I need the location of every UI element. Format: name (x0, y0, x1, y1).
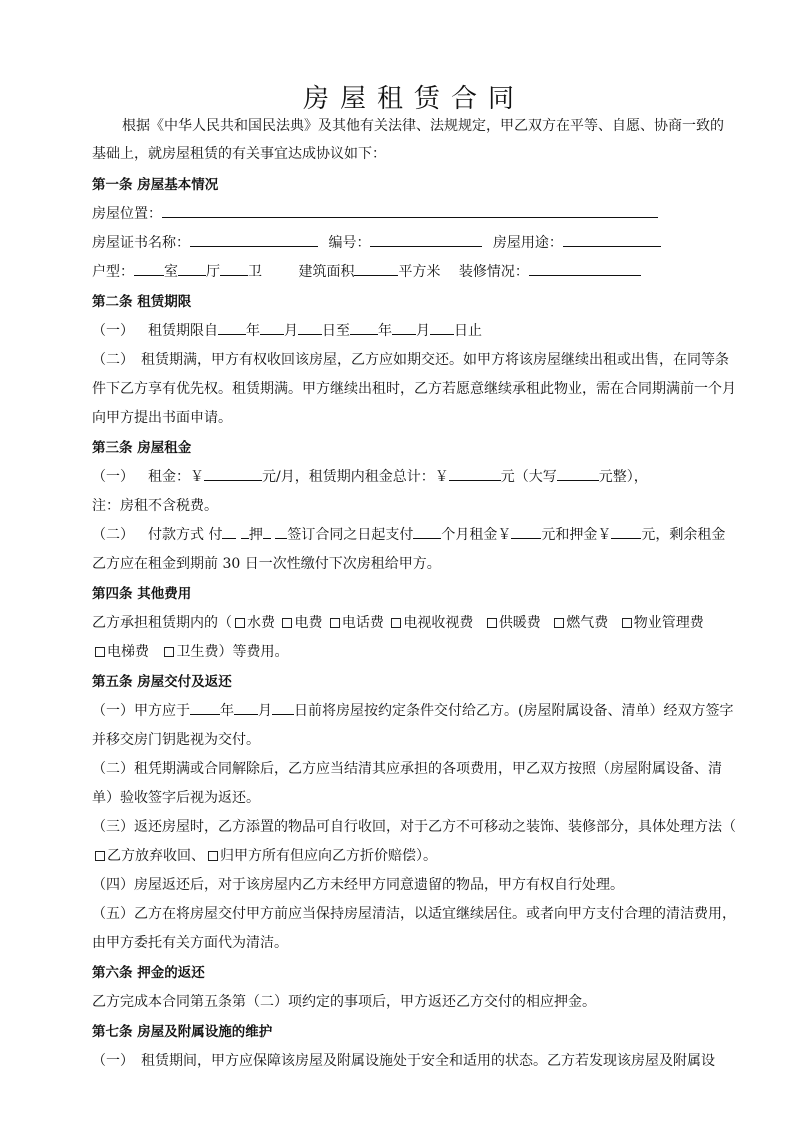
article-4-title: 第四条 其他费用 (92, 586, 192, 602)
location-label: 房屋位置： (92, 206, 162, 222)
pay-deposit-label: 元和押金￥ (541, 527, 612, 543)
article-7-title: 第七条 房屋及附属设施的维护 (92, 1024, 273, 1040)
day-to-label: 日至 (322, 323, 350, 339)
end-year-blank[interactable] (350, 320, 378, 335)
handover-para-3 (92, 813, 736, 871)
handover-year-blank[interactable] (190, 700, 220, 715)
day-end-label: 日止 (454, 323, 482, 339)
hall-blank[interactable] (178, 261, 206, 276)
month-label: 月 (258, 703, 272, 719)
start-day-blank[interactable] (298, 320, 322, 335)
fee-label: 电梯费 (107, 644, 149, 660)
maintenance-para-1: （一） 租赁期间，甲方应保障该房屋及附属设施处于安全和适用的状态。乙方若发现该房屋及附属设 (92, 1053, 715, 1069)
month-label: 月 (284, 323, 298, 339)
year-label: 年 (246, 323, 260, 339)
option-compensate: 归甲方所有但应向乙方折价赔偿 (220, 848, 416, 864)
handover-p3-lead: （三）返还房屋时，乙方添置的物品可自行收回，对于乙方不可移动之装饰、装修部分，具体处理方法（ (92, 819, 736, 835)
term-start-label: 租赁期限自 (148, 323, 218, 339)
article-2-title: 第二条 租赁期限 (92, 294, 192, 310)
year-label: 年 (378, 323, 392, 339)
rent-total-blank[interactable] (449, 466, 501, 481)
yuan-caps-label: 元（大写 (500, 469, 557, 485)
rent-line (92, 463, 736, 492)
room-label: 室 (164, 264, 178, 280)
area-blank[interactable] (354, 261, 398, 276)
checkbox-icon[interactable] (95, 851, 105, 861)
intro-paragraph: 根据《中华人民共和国民法典》及其他有关法律、法规规定，甲乙双方在平等、自愿、协商一致的基础上，就房屋租赁的有关事宜达成协议如下： (92, 118, 724, 162)
pay-rent-label: 个月租金￥ (441, 527, 512, 543)
rent-caps-blank[interactable] (557, 466, 599, 481)
fees-lead: 乙方承担租赁期内的（ (92, 615, 232, 631)
pay-rent-blank[interactable] (511, 524, 541, 539)
handover-lead: （一）甲方应于 (92, 703, 190, 719)
fees-para (92, 609, 736, 667)
year-label: 年 (220, 703, 234, 719)
rent-blank[interactable] (204, 466, 262, 481)
pay-months-blank[interactable] (222, 524, 236, 539)
fee-label: 燃气费 (566, 615, 609, 631)
hall-label: 厅 (206, 264, 220, 280)
handover-para-1 (92, 697, 736, 755)
type-label: 户型： (92, 264, 134, 280)
term-para-2: （二） 租赁期满，甲方有权收回该房屋，乙方应如期交还。如甲方将该房屋继续出租或出售，在同等条件下乙方享有优先权。租赁期满。甲方继续出租时，乙方若愿意继续承租此物业，需在合同期满前一个月向甲方提出书面申请。 (92, 352, 736, 426)
end-day-blank[interactable] (430, 320, 454, 335)
cert-blank[interactable] (190, 232, 318, 247)
checkbox-icon[interactable] (622, 618, 632, 628)
article-5-title: 第五条 房屋交付及返还 (92, 674, 232, 690)
fees-tail: ）等费用。 (218, 644, 289, 660)
article-6-title: 第六条 押金的返还 (92, 965, 205, 981)
handover-month-blank[interactable] (234, 700, 258, 715)
fee-label: 电话费 (341, 615, 384, 631)
extra-blank[interactable] (275, 524, 287, 539)
cert-line (92, 229, 736, 258)
pay-label: 付款方式 付 (148, 527, 223, 543)
page-title: 房屋租赁合同 (302, 84, 525, 114)
decor-blank[interactable] (529, 261, 641, 276)
usage-blank[interactable] (563, 232, 661, 247)
start-month-blank[interactable] (260, 320, 284, 335)
rent-label: 租金：￥ (148, 469, 204, 485)
location-blank[interactable] (162, 203, 658, 218)
term-num: （一） (92, 323, 134, 339)
fee-label: 供暖费 (498, 615, 541, 631)
option-give-up: 乙方放弃收回、 (107, 848, 205, 864)
article-3-title: 第三条 房屋租金 (92, 440, 192, 456)
pay-rest-label: 元，剩余租金乙方应在租金到期前 30 日一次性缴付下次房租给甲方。 (92, 527, 726, 572)
month-label: 月 (416, 323, 430, 339)
type-line (92, 258, 736, 287)
usage-label: 房屋用途： (492, 235, 563, 251)
area-label: 建筑面积 (298, 264, 355, 280)
deposit-return-para: 乙方完成本合同第五条第（二）项约定的事项后，甲方返还乙方交付的相应押金。 (92, 994, 596, 1010)
handover-rest: 日前将房屋按约定条件交付给乙方。(房屋附属设备、清单）经双方签字并移交房门钥匙视为交付。 (92, 703, 734, 748)
article-1-title: 第一条 房屋基本情况 (92, 177, 219, 193)
bath-blank[interactable] (220, 261, 248, 276)
fee-label: 物业管理费 (633, 615, 704, 631)
handover-para-5: （五）乙方在将房屋交付甲方前应当保持房屋清洁，以适宜继续居住。或者向甲方支付合理的清洁费用，由甲方委托有关方面代为清洁。 (92, 906, 736, 951)
fee-item-property[interactable] (619, 609, 704, 638)
checkbox-icon[interactable] (330, 618, 340, 628)
term-line (92, 317, 736, 346)
yuan-whole-label: 元整）， (598, 469, 648, 485)
deposit-count-blank[interactable] (263, 524, 271, 539)
end-month-blank[interactable] (392, 320, 416, 335)
fee-label: 电视收视费 (403, 615, 474, 631)
fee-item-water[interactable] (232, 609, 275, 638)
pay-deposit-blank[interactable] (611, 524, 641, 539)
sqm-label: 平方米 (398, 264, 441, 280)
location-line (92, 200, 736, 229)
fee-item-sanitation[interactable] (161, 638, 218, 667)
number-label: 编号： (328, 235, 371, 251)
checkbox-icon[interactable] (391, 618, 401, 628)
pay-month-count-blank[interactable] (413, 524, 441, 539)
fee-item-tv[interactable] (388, 609, 473, 638)
per-month-label: 元/月，租赁期内租金总计：￥ (262, 469, 449, 485)
fee-item-electricity[interactable] (279, 609, 322, 638)
checkbox-icon[interactable] (164, 647, 174, 657)
checkbox-icon[interactable] (95, 647, 105, 657)
checkbox-icon[interactable] (554, 618, 564, 628)
deposit-months-blank[interactable] (241, 524, 249, 539)
start-year-blank[interactable] (218, 320, 246, 335)
rent-num: （一） (92, 469, 134, 485)
fee-item-heating[interactable] (484, 609, 541, 638)
room-blank[interactable] (134, 261, 164, 276)
cert-label: 房屋证书名称： (92, 235, 190, 251)
fee-label: 卫生费 (176, 644, 219, 660)
payment-num: （二） (92, 527, 134, 543)
checkbox-icon[interactable] (235, 618, 245, 628)
handover-para-2: （二）租凭期满或合同解除后，乙方应当结清其应承担的各项费用，甲乙双方按照（房屋附属设备、清单）验收签字后视为返还。 (92, 761, 722, 806)
tax-note: 注：房租不含税费。 (92, 498, 218, 514)
fee-label: 电费 (294, 615, 323, 631)
fee-item-gas[interactable] (551, 609, 608, 638)
handover-para-4: （四）房屋返还后，对于该房屋内乙方未经甲方同意遗留的物品，甲方有权自行处理。 (92, 877, 624, 893)
bath-label: 卫 (248, 264, 262, 280)
fee-item-phone[interactable] (327, 609, 384, 638)
checkbox-icon[interactable] (208, 851, 218, 861)
number-blank[interactable] (370, 232, 482, 247)
handover-day-blank[interactable] (272, 700, 294, 715)
checkbox-icon[interactable] (282, 618, 292, 628)
handover-p3-tail: ）。 (416, 848, 437, 864)
decor-label: 装修情况： (458, 264, 529, 280)
deposit-label: 押 (248, 527, 263, 543)
fee-label: 水费 (247, 615, 275, 631)
payment-para (92, 521, 736, 579)
fee-item-elevator[interactable] (92, 638, 149, 667)
checkbox-icon[interactable] (487, 618, 497, 628)
pay-sign-label: 签订合同之日起支付 (287, 527, 414, 543)
